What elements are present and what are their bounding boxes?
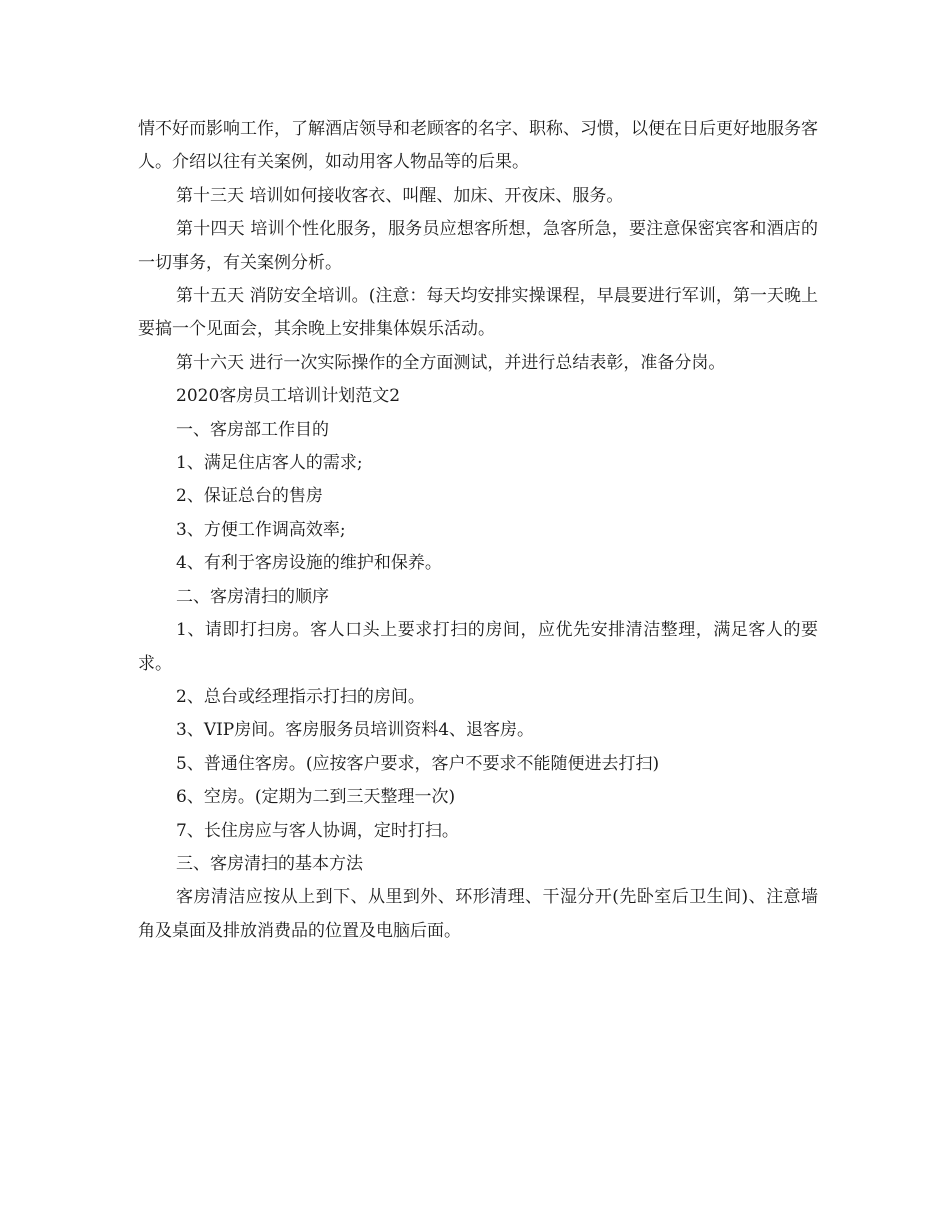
list-item-order-5: 5、普通住客房。(应按客户要求，客户不要求不能随便进去打扫): [176, 753, 660, 774]
list-item-order-6: 6、空房。(定期为二到三天整理一次): [176, 787, 456, 808]
paragraph-day-14: 第十四天 培训个性化服务，服务员应想客所想，急客所急，要注意保密宾客和酒店的一切事务，有关案例分析。: [138, 219, 818, 273]
list-item-purpose-4: 4、有利于客房设施的维护和保养。: [176, 553, 442, 574]
heading-cleaning-method: 三、客房清扫的基本方法: [176, 853, 363, 874]
paragraph-day-15: 第十五天 消防安全培训。(注意：每天均安排实操课程，早晨要进行军训，第一天晚上要搞一个见面会，其余晚上安排集体娱乐活动。: [138, 286, 818, 340]
paragraph-cleaning-method: 客房清洁应按从上到下、从里到外、环形清理、干湿分开(先卧室后卫生间)、注意墙角及桌面及排放消费品的位置及电脑后面。: [138, 887, 818, 941]
list-item-order-3: 3、VIP房间。客房服务员培训资料4、退客房。: [176, 720, 535, 741]
list-item-purpose-2: 2、保证总台的售房: [176, 486, 323, 507]
list-item-order-2: 2、总台或经理指示打扫的房间。: [176, 686, 425, 707]
document-body: [138, 113, 818, 948]
list-item-order-7: 7、长住房应与客人协调，定时打扫。: [176, 820, 459, 841]
paragraph-day-16: 第十六天 进行一次实际操作的全方面测试，并进行总结表彰，准备分岗。: [176, 352, 726, 373]
paragraph-continued: 情不好而影响工作，了解酒店领导和老顾客的名字、职称、习惯，以便在日后更好地服务客人。介绍以往有关案例，如动用客人物品等的后果。: [138, 119, 818, 173]
heading-cleaning-order: 二、客房清扫的顺序: [176, 586, 329, 607]
section-title-sample-2: 2020客房员工培训计划范文2: [176, 386, 401, 407]
list-item-purpose-1: 1、满足住店客人的需求;: [176, 453, 363, 474]
heading-work-purpose: 一、客房部工作目的: [176, 419, 329, 440]
paragraph-day-13: 第十三天 培训如何接收客衣、叫醒、加床、开夜床、服务。: [176, 185, 624, 206]
list-item-purpose-3: 3、方便工作调高效率;: [176, 519, 346, 540]
list-item-order-1: 1、请即打扫房。客人口头上要求打扫的房间，应优先安排清洁整理，满足客人的要求。: [138, 620, 818, 674]
